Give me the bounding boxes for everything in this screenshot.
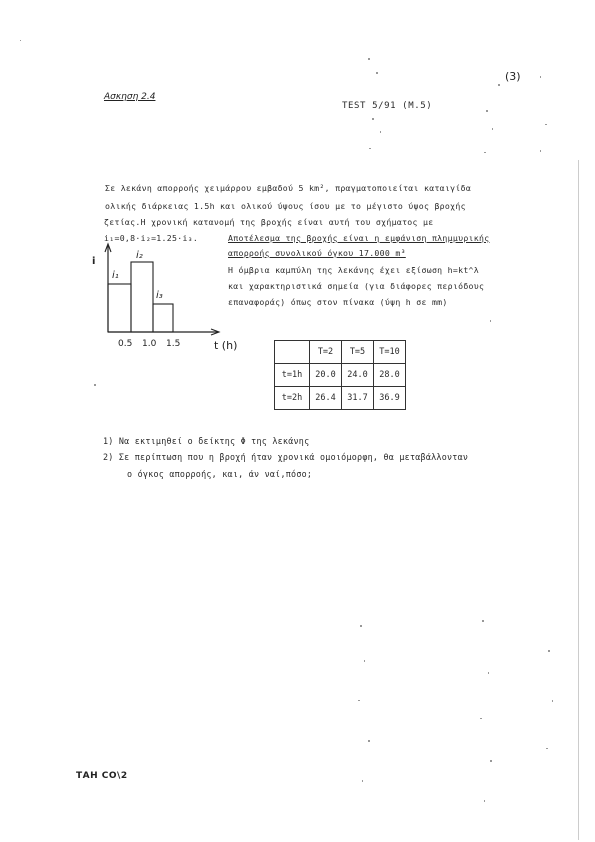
x-tick-1-5: 1.5 (166, 339, 181, 349)
table-header-cell: T=5 (342, 341, 374, 364)
bar-i3 (153, 304, 173, 332)
table-cell: 31.7 (342, 387, 374, 410)
problem-line-4-prefix: i₁=0,8·i₂=1.25·i₃. (104, 233, 199, 243)
table-cell: t=2h (275, 387, 310, 410)
table-cell: 36.9 (374, 387, 406, 410)
table-cell: 20.0 (310, 364, 342, 387)
table-cell: 28.0 (374, 364, 406, 387)
table-header-cell (275, 341, 310, 364)
table-row (275, 387, 406, 410)
bar-label-i2: i₂ (136, 250, 143, 261)
test-label: TEST 5/91 (M.5) (342, 101, 433, 111)
table-cell: t=1h (275, 364, 310, 387)
table-row (275, 364, 406, 387)
bar-i2 (131, 262, 153, 332)
x-axis-label: t (h) (214, 339, 238, 352)
question-2-line-2: ο όγκος απορροής, και, άν ναί,πόσο; (127, 469, 313, 479)
page-number: (3) (505, 70, 521, 83)
footer-code: ΤΑΗ CO\2 (76, 771, 128, 781)
rainfall-depth-table (274, 340, 406, 410)
problem-line-1: Σε λεκάνη απορροής χειμάρρου εμβαδού 5 km², πραγματοποιείται καταιγίδα (105, 183, 472, 193)
bar-label-i1: i₁ (112, 270, 119, 281)
bar-label-i3: i₃ (156, 290, 163, 301)
x-tick-0-5: 0.5 (118, 339, 133, 349)
table-header-cell: T=2 (310, 341, 342, 364)
table-header-row (275, 341, 406, 364)
hyetograph-figure (88, 240, 258, 380)
problem-line-2: ολικής διάρκειας 1.5h και ολικού ύψους ίσου με το μέγιστο ύψος βροχής (105, 201, 466, 211)
exercise-label: Ασκηση 2.4 (104, 92, 156, 102)
problem-line-8: επαναφοράς) όπως στον πίνακα (ύψη h σε mm) (228, 297, 448, 307)
problem-line-7: και χαρακτηριστικά σημεία (για διάφορες περιόδους (228, 281, 485, 291)
bar-i1 (108, 284, 131, 332)
y-axis-label: i (92, 256, 96, 267)
problem-line-3: ζετίας.Η χρονική κατανομή της βροχής είναι αυτή του σχήματος με (104, 217, 434, 227)
problem-line-6: Η όμβρια καμπύλη της λεκάνης έχει εξίσωση h=kt^λ (228, 265, 480, 275)
problem-line-5: απορροής συνολικού όγκου 17.000 m³ (228, 248, 406, 258)
x-tick-1-0: 1.0 (142, 339, 157, 349)
question-2-line-1: 2) Σε περίπτωση που η βροχή ήταν χρονικά ομοιόμορφη, θα μεταβάλλονταν (103, 452, 469, 462)
problem-line-4-result: Αποτέλεσμα της βροχής είναι η εμφάνιση πλημμυρικής (228, 233, 490, 243)
question-1: 1) Να εκτιμηθεί ο δείκτης Φ της λεκάνης (103, 436, 310, 446)
table-cell: 26.4 (310, 387, 342, 410)
table-header-cell: T=10 (374, 341, 406, 364)
table-cell: 24.0 (342, 364, 374, 387)
